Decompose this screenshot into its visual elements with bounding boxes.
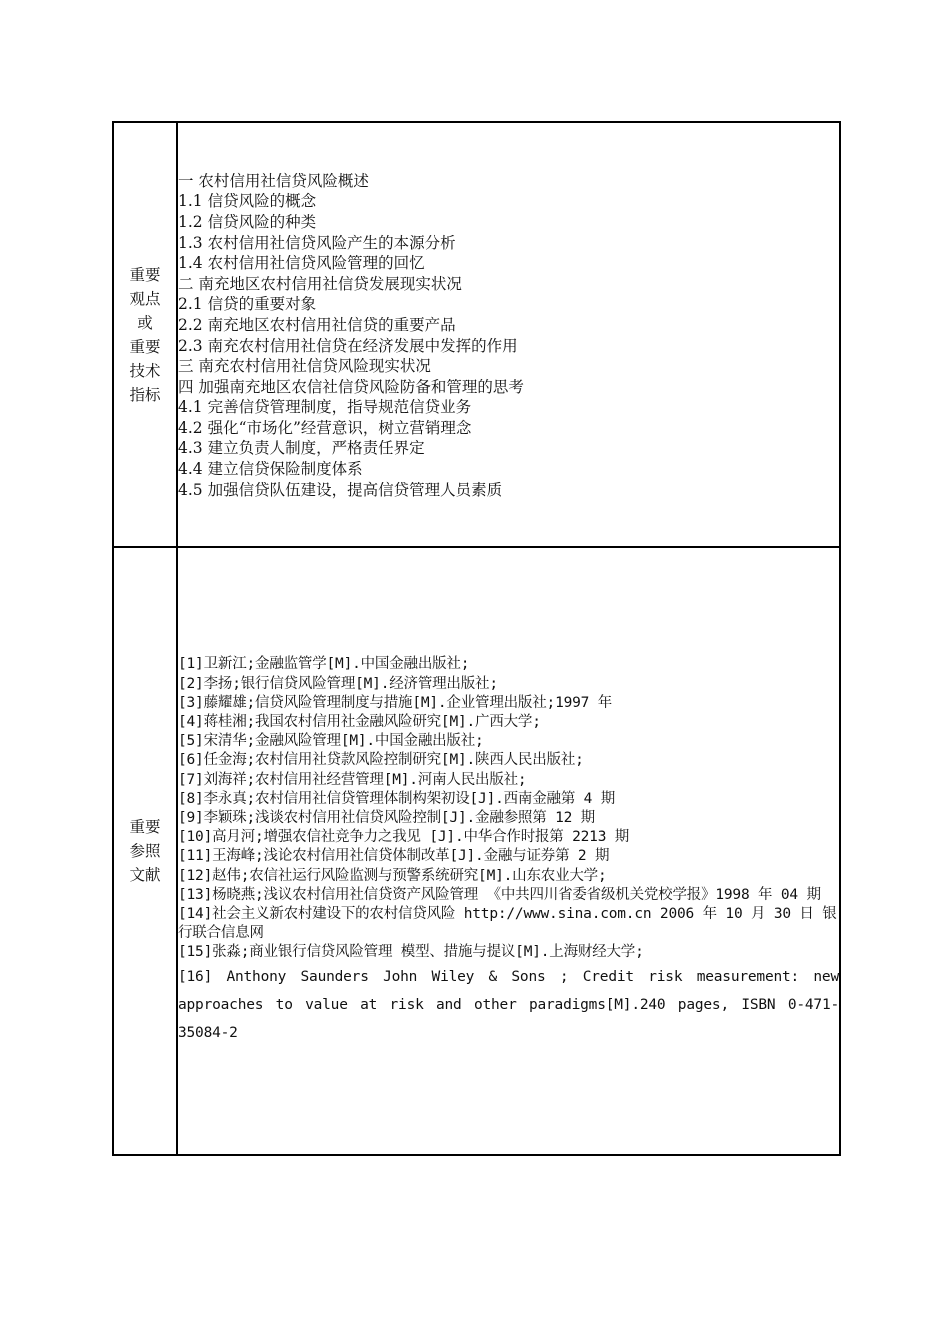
reference-item: [16] Anthony Saunders John Wiley & Sons ; Credit risk measurement: new approaches to value at risk and other paradigms[M].240 pages, ISBN 0-471-35084-2 — [178, 968, 839, 1041]
reference-item: [5]宋清华;金融风险管理[M].中国金融出版社; — [178, 733, 484, 750]
key-points-label-line: 技术 — [129, 361, 161, 380]
outline-item: 四 加强南充地区农信社信贷风险防备和管理的思考 — [178, 377, 524, 396]
reference-item: [15]张淼;商业银行信贷风险管理 模型、措施与提议[M].上海财经大学; — [178, 944, 644, 961]
outline-item: 2.2 南充地区农村信用社信贷的重要产品 — [178, 315, 456, 334]
references-label-line: 参照 — [129, 842, 161, 860]
thesis-form-table — [112, 121, 841, 1156]
reference-item: [13]杨晓燕;浅议农村信用社信贷资产风险管理 《中共四川省委省级机关党校学报》1998 年 04 期 — [178, 886, 821, 903]
references-label-line: 文献 — [129, 866, 161, 884]
reference-item: [11]王海峰;浅论农村信用社信贷体制改革[J].金融与证券第 2 期 — [178, 848, 610, 865]
outline-item: 4.5 加强信贷队伍建设，提高信贷管理人员素质 — [178, 480, 503, 499]
outline-item: 1.3 农村信用社信贷风险产生的本源分析 — [178, 233, 456, 252]
reference-item: [2]李扬;银行信贷风险管理[M].经济管理出版社; — [178, 675, 498, 692]
key-points-label-line: 重要 — [129, 265, 161, 284]
key-points-list — [178, 171, 839, 501]
reference-item: [14]社会主义新农村建设下的农村信贷风险 http://www.sina.com.cn 2006 年 10 月 30 日 银行联合信息网 — [178, 906, 837, 942]
references-label-cell — [113, 547, 177, 1155]
reference-item: [3]藤耀雄;信贷风险管理制度与措施[M].企业管理出版社;1997 年 — [178, 694, 613, 711]
outline-item: 4.4 建立信贷保险制度体系 — [178, 460, 363, 479]
references-content-cell — [177, 547, 840, 1155]
references-list — [178, 655, 839, 1046]
key-points-label-line: 指标 — [129, 385, 161, 404]
outline-item: 1.2 信贷风险的种类 — [178, 212, 317, 231]
reference-item: [9]李颖珠;浅谈农村信用社信贷风险控制[J].金融参照第 12 期 — [178, 810, 595, 826]
outline-item: 4.3 建立负责人制度，严格责任界定 — [178, 439, 425, 458]
outline-item: 一 农村信用社信贷风险概述 — [178, 171, 369, 190]
outline-item: 2.1 信贷的重要对象 — [178, 295, 317, 314]
key-points-label-line: 重要 — [129, 337, 161, 356]
reference-item: [7]刘海祥;农村信用社经营管理[M].河南人民出版社; — [178, 771, 527, 788]
references-row — [113, 547, 840, 1155]
outline-item: 三 南充农村信用社信贷风险现实状况 — [178, 357, 431, 376]
key-points-label-line: 观点 — [129, 289, 161, 308]
key-points-row — [113, 122, 840, 547]
outline-item: 2.3 南充农村信用社信贷在经济发展中发挥的作用 — [178, 336, 518, 355]
outline-item: 4.2 强化“市场化”经营意识，树立营销理念 — [178, 418, 472, 437]
outline-item: 1.1 信贷风险的概念 — [178, 192, 317, 211]
reference-item: [1]卫新江;金融监管学[M].中国金融出版社; — [178, 656, 470, 673]
key-points-content-cell — [177, 122, 840, 547]
reference-item: [12]赵伟;农信社运行风险监测与预警系统研究[M].山东农业大学; — [178, 867, 607, 884]
outline-item: 4.1 完善信贷管理制度，指导规范信贷业务 — [178, 398, 472, 417]
outline-item: 二 南充地区农村信用社信贷发展现实状况 — [178, 274, 462, 293]
reference-item: [10]高月河;增强农信社竞争力之我见 [J].中华合作时报第 2213 期 — [178, 829, 630, 846]
references-label-line: 重要 — [129, 818, 161, 836]
key-points-label-cell — [113, 122, 177, 547]
reference-item: [6]任金海;农村信用社贷款风险控制研究[M].陕西人民出版社; — [178, 752, 584, 769]
reference-item: [4]蒋桂湘;我国农村信用社金融风险研究[M].广西大学; — [178, 713, 541, 730]
key-points-label-line: 或 — [137, 313, 153, 332]
reference-item: [8]李永真;农村信用社信贷管理体制构架初设[J].西南金融第 4 期 — [178, 790, 616, 807]
outline-item: 1.4 农村信用社信贷风险管理的回忆 — [178, 254, 425, 273]
